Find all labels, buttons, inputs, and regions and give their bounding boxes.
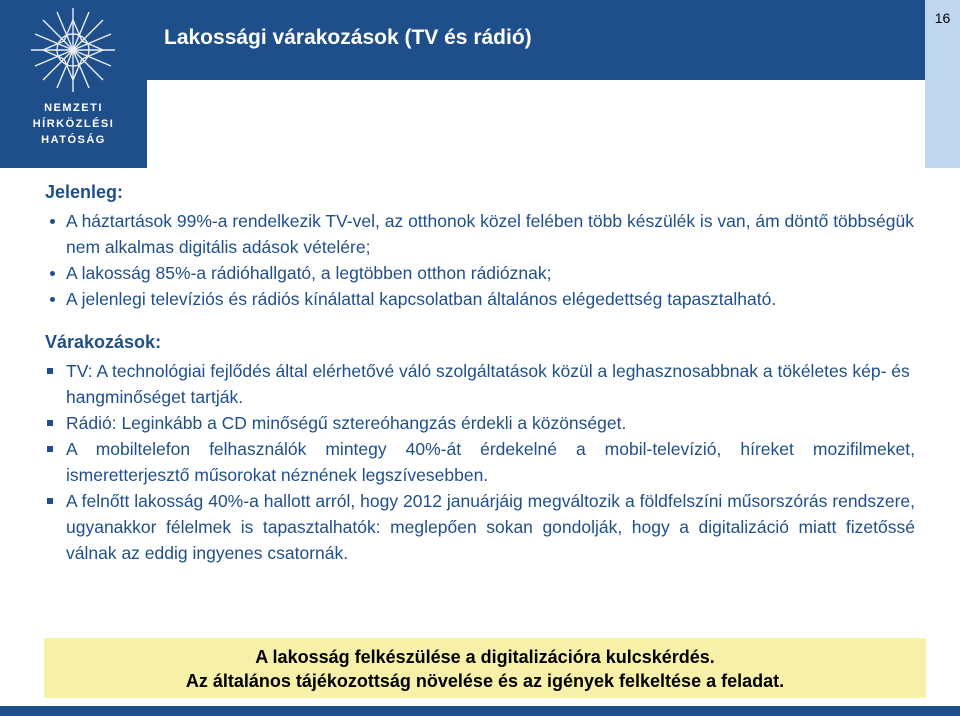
list-item-text: Rádió: Leginkább a CD minőségű sztereóhangzás érdekli a közönséget. — [66, 413, 627, 433]
expectations-section-title: Várakozások: — [45, 332, 162, 352]
list-item — [45, 260, 915, 286]
round-bullet-icon — [50, 271, 55, 276]
list-item — [45, 410, 915, 436]
current-list — [45, 208, 915, 312]
header-bar — [147, 0, 925, 80]
logo-line-2: HÍRKÖZLÉSI — [32, 118, 115, 130]
current-section-title: Jelenleg: — [45, 182, 124, 202]
page-number-box — [925, 0, 960, 168]
list-item — [45, 358, 915, 410]
square-bullet-icon — [47, 446, 53, 452]
key-message-line-1: A lakosság felkészülése a digitalizációra kulcskérdés. — [255, 647, 715, 667]
logo-text — [0, 100, 147, 148]
slide-content — [45, 182, 915, 566]
page-title: Lakossági várakozások (TV és rádió) — [164, 26, 532, 49]
starburst-logo-icon — [0, 0, 147, 100]
round-bullet-icon — [50, 297, 55, 302]
page-number: 16 — [934, 10, 951, 26]
list-item-text: TV: A technológiai fejlődés által elérhetővé váló szolgáltatások közül a leghasznosabbnak a tökéletes kép- és hangminőséget tartják. — [66, 361, 910, 407]
logo-line-3: HATÓSÁG — [41, 134, 106, 146]
list-item-text: A háztartások 99%-a rendelkezik TV-vel, az otthonok közel felében több készülék is van, ám döntő többségük nem alkalmas digitális adások vételére; — [66, 211, 914, 257]
list-item — [45, 488, 915, 566]
list-item — [45, 436, 915, 488]
key-message-line-2: Az általános tájékozottság növelése és az igények felkeltése a feladat. — [185, 671, 785, 691]
expectations-list — [45, 358, 915, 566]
list-item-text: A jelenlegi televíziós és rádiós kínálattal kapcsolatban általános elégedettség tapasztalható. — [66, 289, 777, 309]
square-bullet-icon — [47, 368, 53, 374]
square-bullet-icon — [47, 420, 53, 426]
key-message-box — [44, 638, 926, 698]
list-item-text: A mobiltelefon felhasználók mintegy 40%-át érdekelné a mobil-televízió, híreket mozifilmeket, ismeretterjesztő műsorokat néznének legszívesebben. — [66, 439, 915, 485]
logo-panel — [0, 0, 147, 168]
section-gap — [45, 312, 915, 332]
round-bullet-icon — [50, 219, 55, 224]
list-item — [45, 286, 915, 312]
list-item-text: A lakosság 85%-a rádióhallgató, a legtöbben otthon rádióznak; — [66, 263, 552, 283]
square-bullet-icon — [47, 498, 53, 504]
list-item — [45, 208, 915, 260]
logo-line-1: NEMZETI — [44, 102, 103, 114]
footer-strip — [0, 706, 960, 716]
list-item-text: A felnőtt lakosság 40%-a hallott arról, hogy 2012 januárjáig megváltozik a földfelszíni műsorszórás rendszere, ugyanakkor félelmek is tapasztalhatók: meglepően sokan gondolják, hogy a digitalizáció miatt fizetőssé válnak az eddig ingyenes csatornák. — [66, 491, 915, 563]
